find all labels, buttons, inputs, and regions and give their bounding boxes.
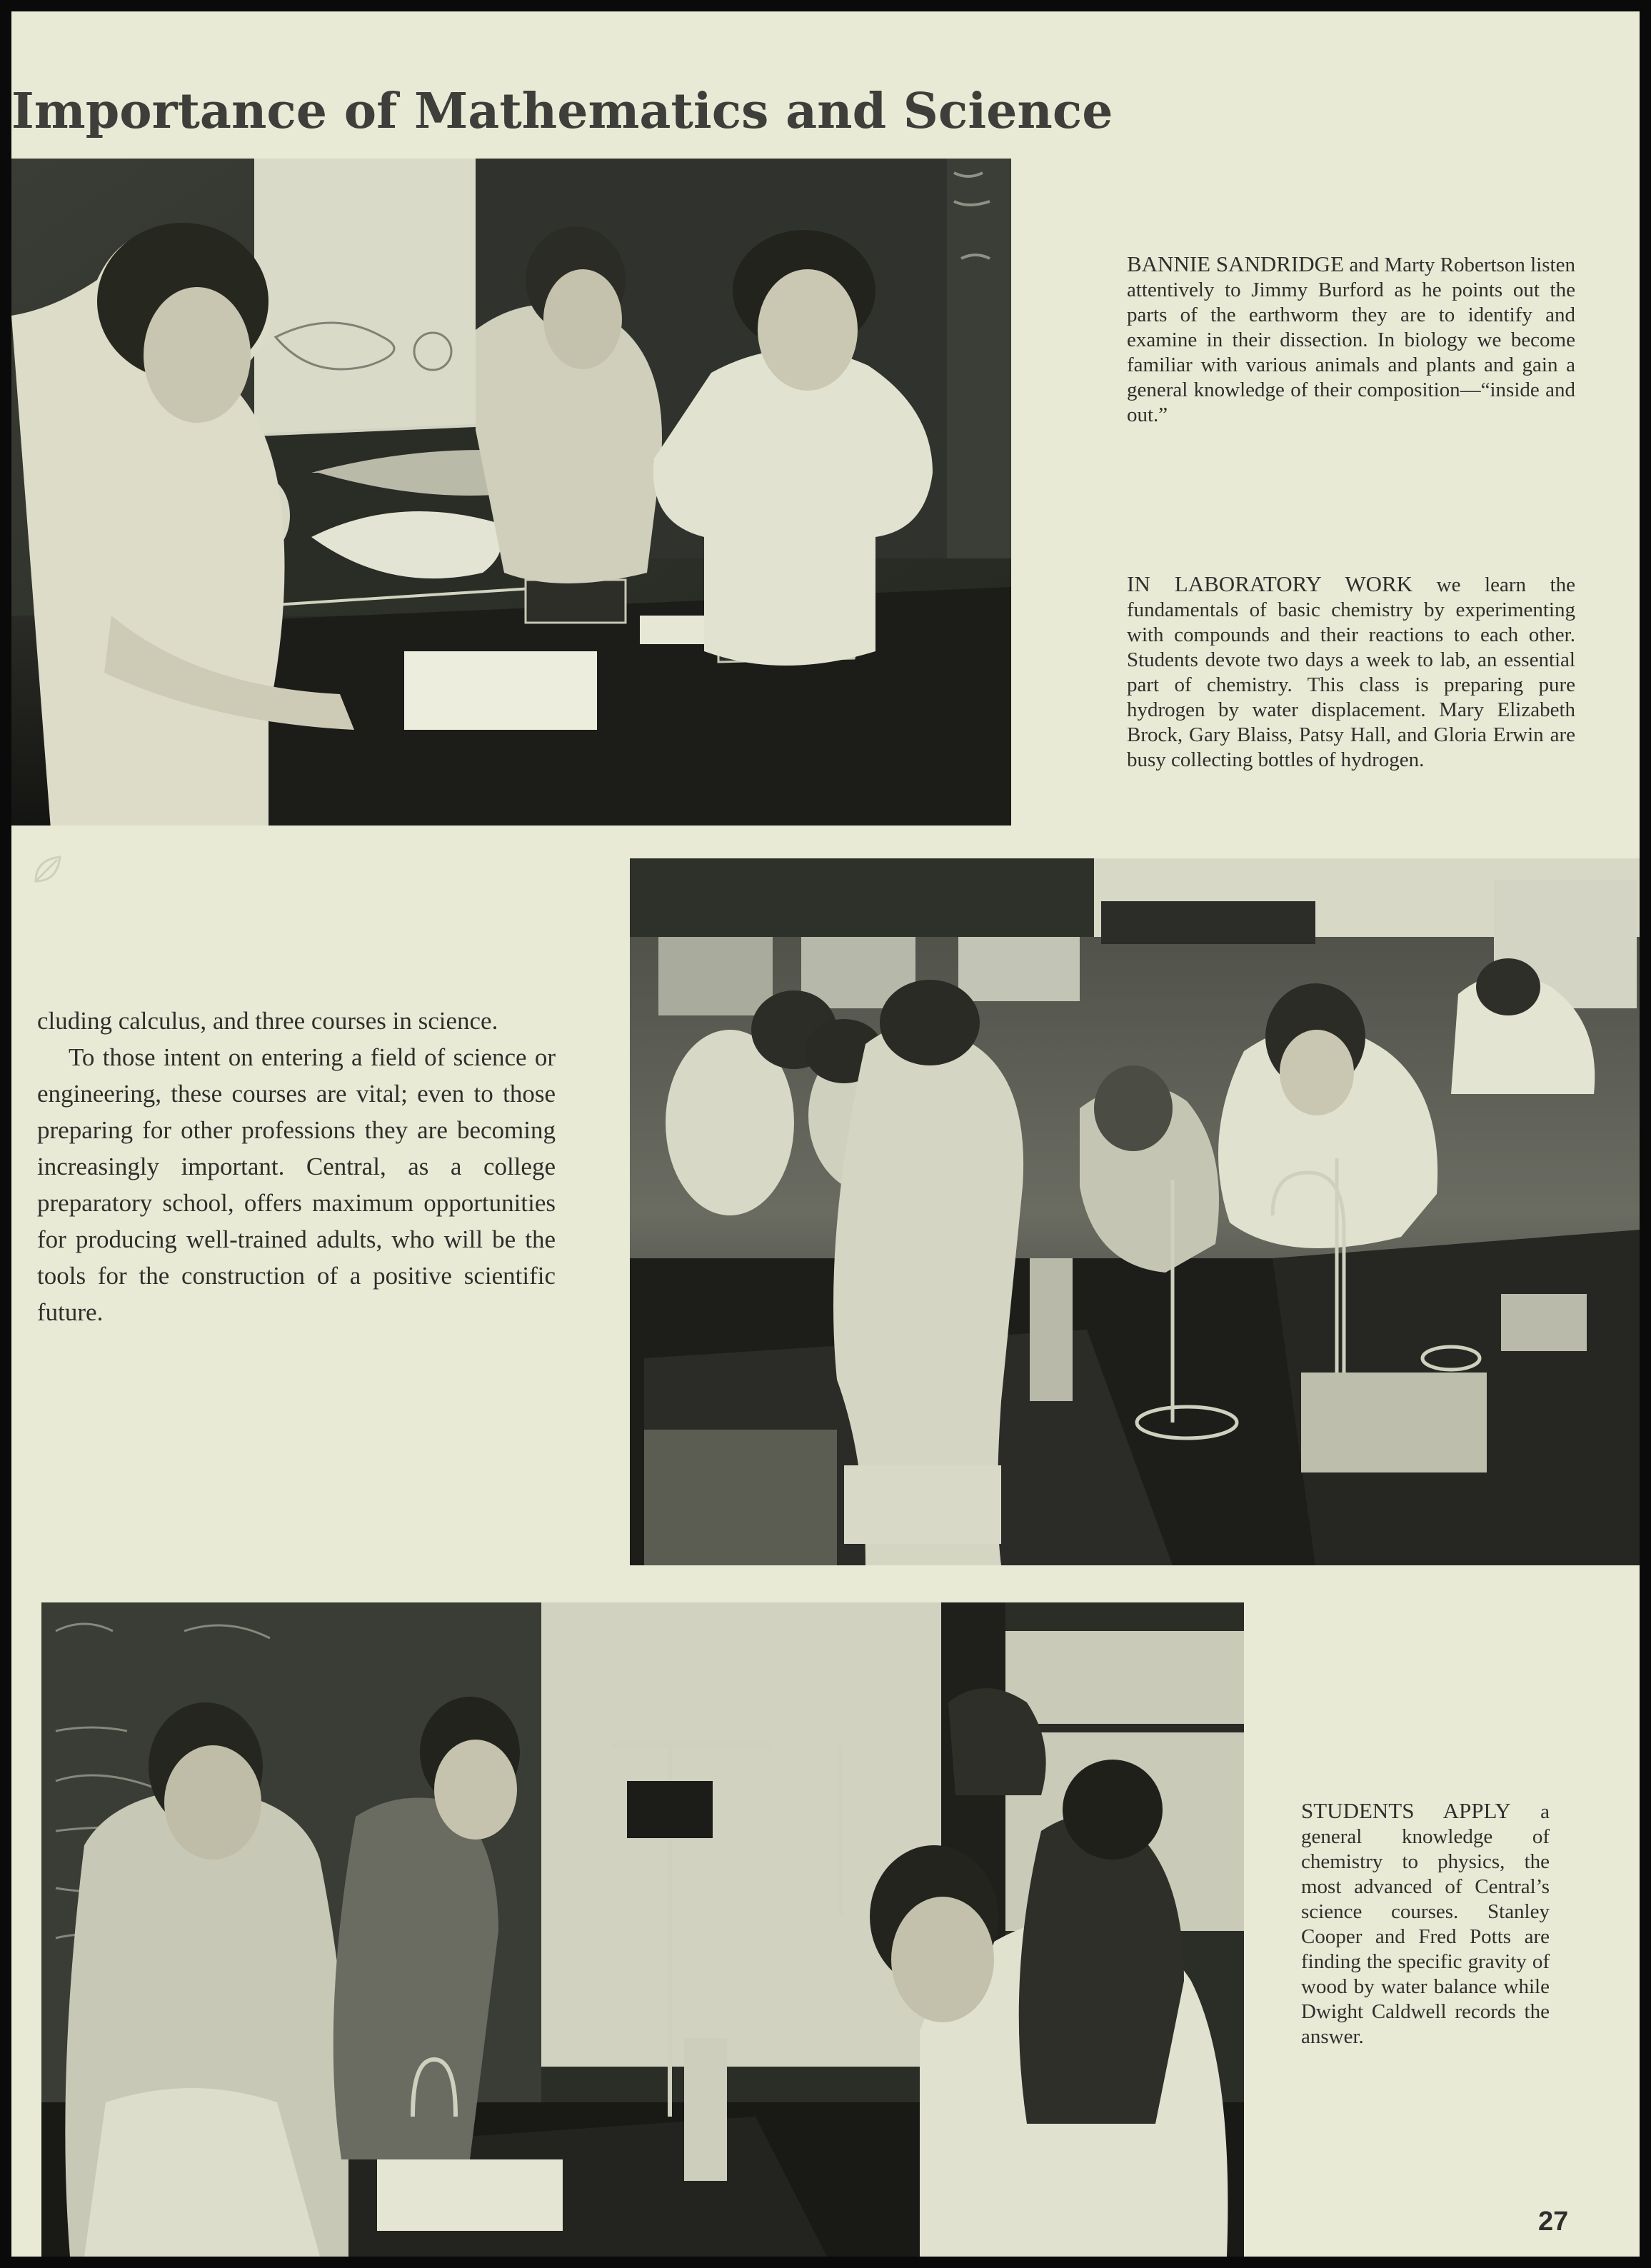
physics-caption-text: a general knowledge of chemistry to physics, the most advanced of Central’s science courses. Stanley Cooper and Fred Potts are finding the specific gravity of wood by water balance while Dwight Caldwell records the answer. [1301,1800,1550,2048]
physics-caption-lead: STUDENTS APPLY [1301,1798,1511,1823]
biology-photo-graphic [11,159,1011,826]
chemistry-caption [1127,571,1575,773]
body-text [37,1003,556,1330]
page-number: 27 [1538,2207,1569,2237]
leaf-icon [30,851,66,887]
physics-caption [1301,1798,1550,2049]
biology-caption-lead: BANNIE SANDRIDGE [1127,251,1345,276]
page-sheet [11,11,1640,2257]
body-paragraph-2: To those intent on entering a field of science or engineering, these courses are vital; even to those preparing for other professions they are becoming increasingly important. Central, as a college preparatory school, offers maximum opportunities for producing well-trained adults, who will be the tools for the construction of a positive scientific future. [37,1043,556,1326]
chemistry-lab-photo [630,858,1640,1565]
biology-caption [1127,251,1575,428]
page-title: Importance of Mathematics and Science [11,83,1113,140]
chemistry-caption-lead: IN LABORATORY WORK [1127,571,1413,596]
physics-photo-graphic [41,1602,1244,2257]
body-paragraph-1: cluding calculus, and three courses in science. [37,1007,498,1035]
biology-dissection-photo [11,159,1011,826]
chemistry-caption-text: we learn the fundamentals of basic chemistry by experimenting with compounds and their reactions to each other. Students devote two days a week to lab, an essential part of chemistry. This class is preparing pure hydrogen by water displacement. Mary Elizabeth Brock, Gary Blaiss, Patsy Hall, and Gloria Erwin are busy collecting bottles of hydrogen. [1127,573,1576,771]
biology-caption-text: and Marty Robertson listen attentively to Jimmy Burford as he points out the parts of the earthworm they are to identify and examine in their dissection. In biology we become familiar with various animals and plants and gain a general knowledge of their composition—“inside and out.” [1127,254,1575,426]
physics-balance-photo [41,1602,1244,2257]
chemistry-photo-graphic [630,858,1640,1565]
